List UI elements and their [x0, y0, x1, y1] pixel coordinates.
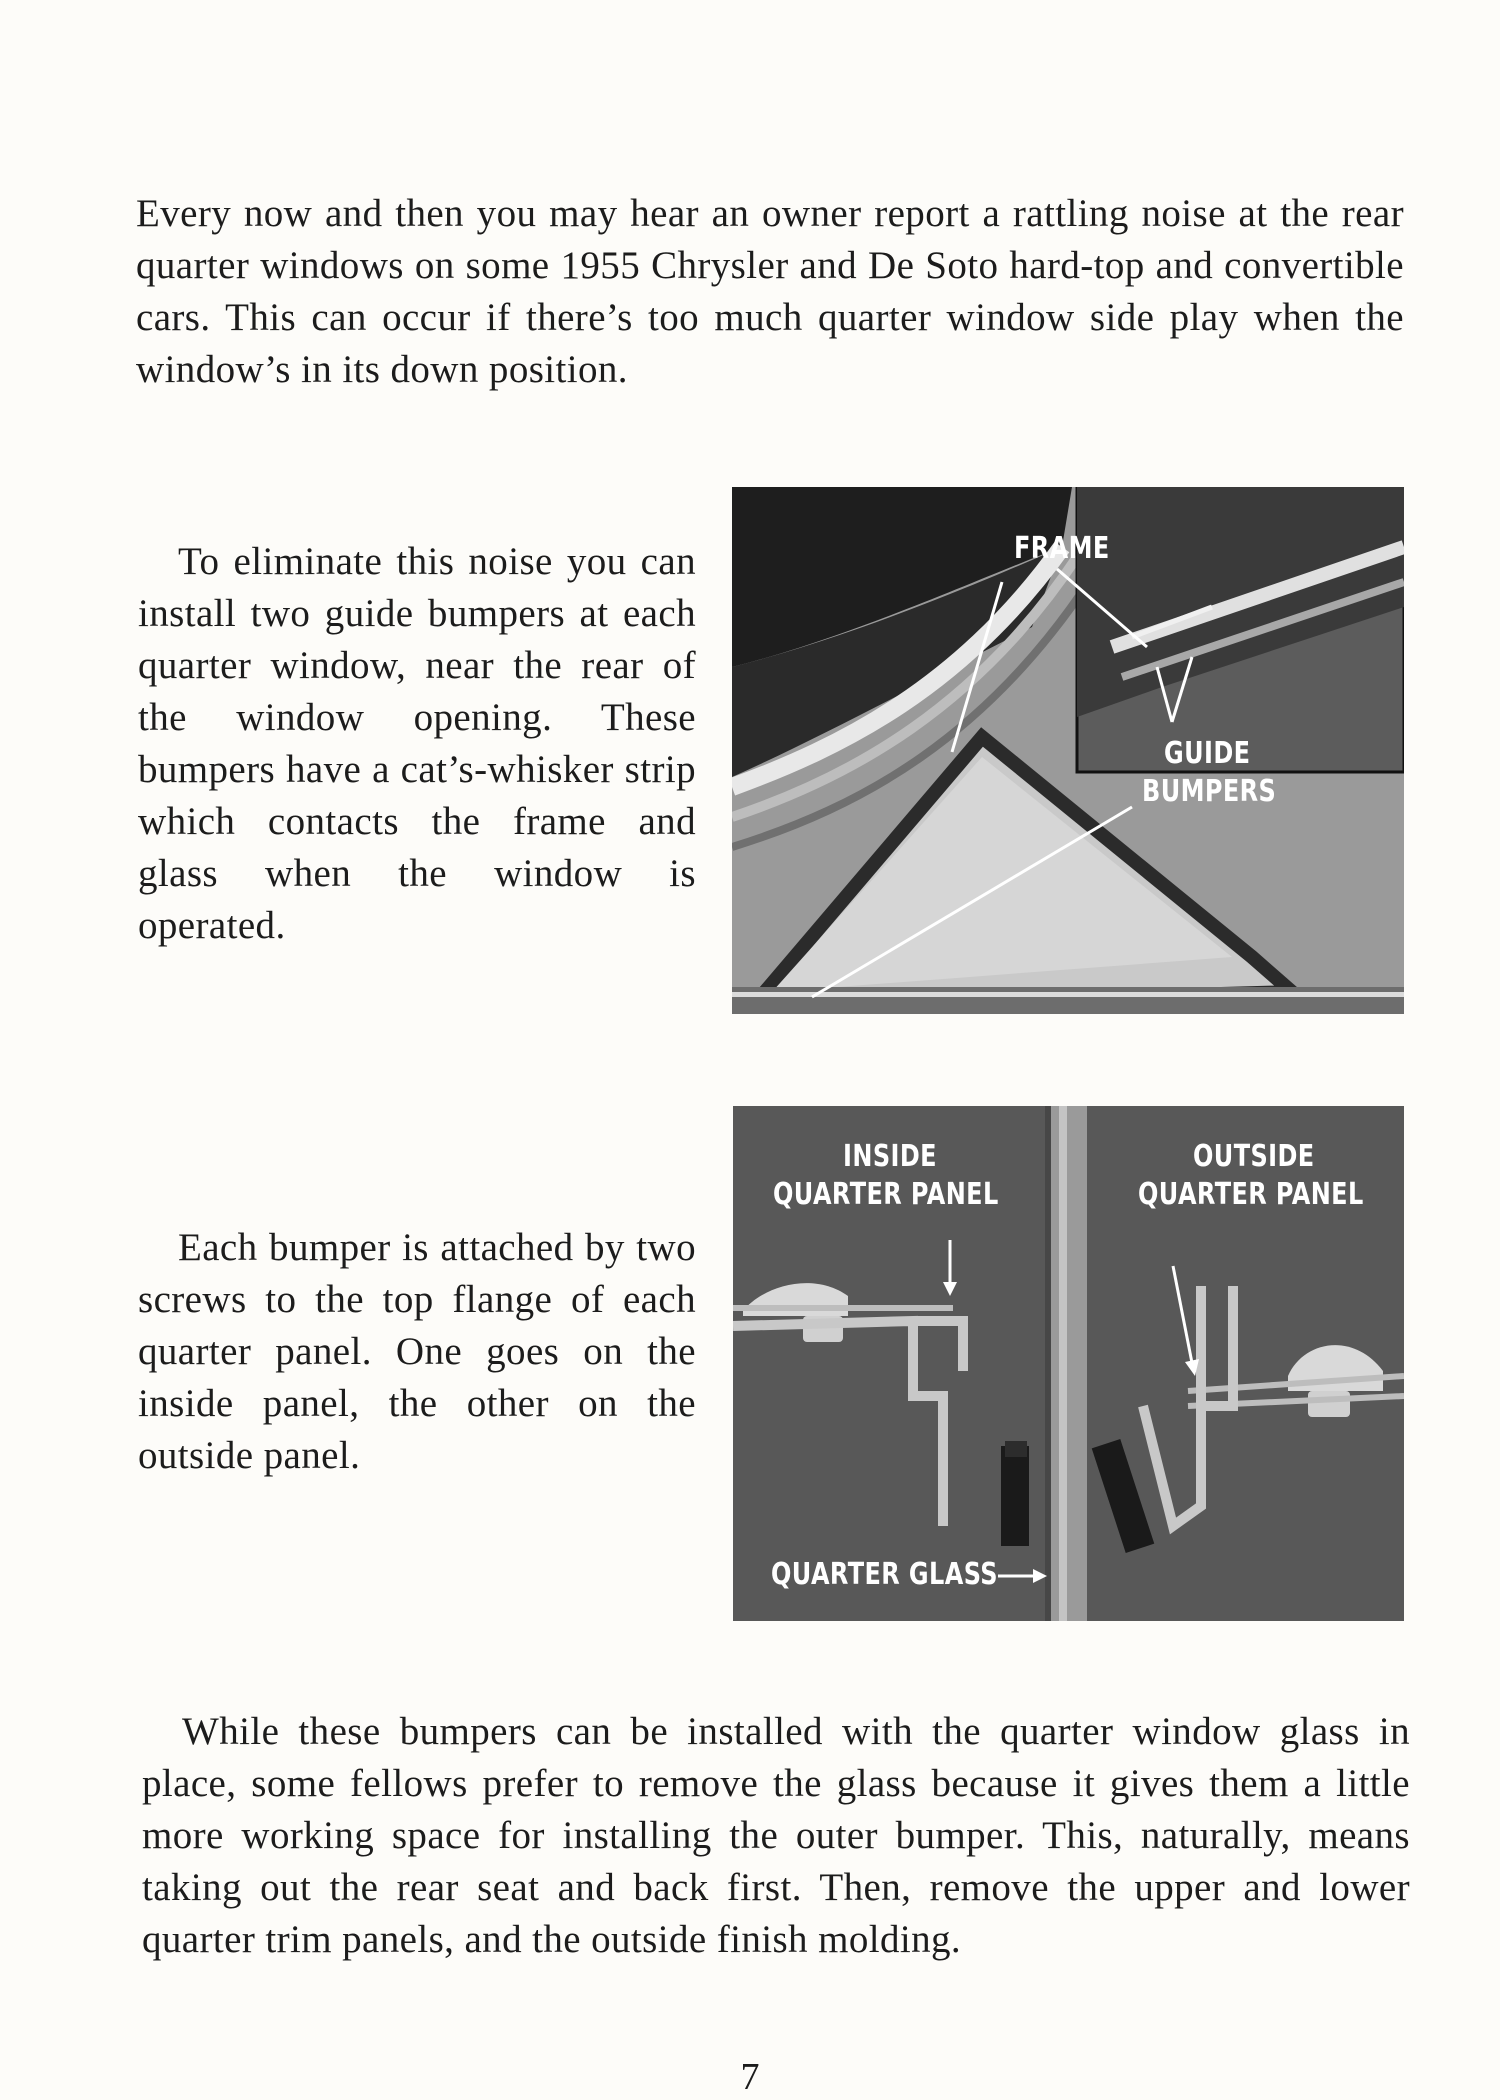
outside-label: OUTSIDE: [1193, 1139, 1315, 1174]
intro-paragraph: Every now and then you may hear an owner report a rattling noise at the rear quarter windows on some 1955 Chrysler and De Soto hard-top and convertible cars. This can occur if there’s too much quarter window side play when the window’s in its down position.: [136, 192, 1404, 391]
frame-label: FRAME: [1014, 531, 1110, 566]
inside-quarter-panel-label: QUARTER PANEL: [773, 1177, 999, 1212]
inside-label: INSIDE: [843, 1139, 937, 1174]
guide-label: GUIDE: [1164, 736, 1251, 771]
bumpers-label: BUMPERS: [1142, 774, 1277, 809]
attachment-paragraph: Each bumper is attached by two screws to the top flange of each quarter panel. One goes on the inside panel, the other on the outside panel.: [138, 1226, 696, 1477]
outside-quarter-panel-label: QUARTER PANEL: [1138, 1177, 1364, 1212]
installation-paragraph: While these bumpers can be installed with the quarter window glass in place, some fellows prefer to remove the glass because it gives them a little more working space for installing the outer bumper. This, naturally, means taking out the rear seat and back first. Then, remove the upper and lower quarter trim panels, and the outside finish molding.: [142, 1710, 1410, 1961]
guide-bumpers-paragraph: To eliminate this noise you can install two guide bumpers at each quarter window, near the rear of the window opening. These bumpers have a cat’s-whisker strip which contacts the frame and glass when the window is operated.: [138, 540, 696, 947]
quarter-window-illustration: [732, 487, 1404, 1014]
page-number: 7: [740, 2056, 760, 2098]
quarter-glass-label: QUARTER GLASS: [771, 1557, 998, 1592]
quarter-window-photo: [732, 487, 1404, 1014]
quarter-panel-diagram: [733, 1106, 1404, 1621]
